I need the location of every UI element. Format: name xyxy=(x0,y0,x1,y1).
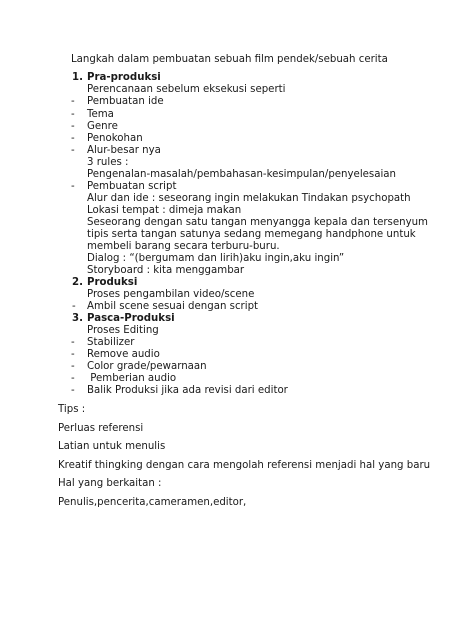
bullet-marker: - xyxy=(71,361,75,372)
list-item: Ambil scene sesuai dengan script xyxy=(87,301,259,312)
tips-item: Penulis,pencerita,cameramen,editor, xyxy=(58,497,247,508)
rules-label: 3 rules : xyxy=(87,157,129,168)
script-line: tipis serta tangan satunya sedang memegang handphone untuk xyxy=(87,229,416,240)
list-item: Stabilizer xyxy=(87,337,135,348)
section-1-number: 1. xyxy=(72,72,83,83)
script-line: membeli barang secara terburu-buru. xyxy=(87,241,280,252)
bullet-marker: - xyxy=(72,301,76,312)
bullet-marker: - xyxy=(71,337,75,348)
bullet-marker: - xyxy=(71,133,75,144)
list-item: Pembuatan ide xyxy=(87,96,164,107)
tips-item: Hal yang berkaitan : xyxy=(58,478,162,489)
section-2-number: 2. xyxy=(72,277,83,288)
bullet-marker: - xyxy=(71,145,75,156)
script-line: Lokasi tempat : dimeja makan xyxy=(87,205,242,216)
section-3-number: 3. xyxy=(72,313,83,324)
rules-text: Pengenalan-masalah/pembahasan-kesimpulan/penyelesaian xyxy=(87,169,396,180)
script-bullet: Pembuatan script xyxy=(87,181,177,192)
list-item: Remove audio xyxy=(87,349,160,360)
section-2-heading: Produksi xyxy=(87,277,138,288)
bullet-marker: - xyxy=(71,96,75,107)
bullet-marker: - xyxy=(71,373,75,384)
section-1-heading: Pra-produksi xyxy=(87,72,161,83)
list-item: Tema xyxy=(87,109,114,120)
script-line: Alur dan ide : seseorang ingin melakukan Tindakan psychopath xyxy=(87,193,411,204)
script-line: Storyboard : kita menggambar xyxy=(87,265,245,276)
document-title: Langkah dalam pembuatan sebuah film pendek/sebuah cerita xyxy=(71,54,388,65)
list-item: Penokohan xyxy=(87,133,143,144)
tips-label: Tips : xyxy=(58,404,86,415)
list-item: Color grade/pewarnaan xyxy=(87,361,207,372)
list-item: Pemberian audio xyxy=(87,373,177,384)
bullet-marker: - xyxy=(71,109,75,120)
list-item: Balik Produksi jika ada revisi dari editor xyxy=(87,385,288,396)
section-1-intro: Perencanaan sebelum eksekusi seperti xyxy=(87,84,286,95)
bullet-marker: - xyxy=(71,385,75,396)
section-2-intro: Proses pengambilan video/scene xyxy=(87,289,255,300)
tips-item: Latian untuk menulis xyxy=(58,441,166,452)
section-3-heading: Pasca-Produksi xyxy=(87,313,175,324)
bullet-marker: - xyxy=(71,181,75,192)
script-line: Seseorang dengan satu tangan menyangga kepala dan tersenyum xyxy=(87,217,428,228)
bullet-marker: - xyxy=(71,349,75,360)
list-item: Genre xyxy=(87,121,118,132)
tips-item: Kreatif thingking dengan cara mengolah referensi menjadi hal yang baru xyxy=(58,460,431,471)
list-item: Alur-besar nya xyxy=(87,145,161,156)
section-3-intro: Proses Editing xyxy=(87,325,159,336)
bullet-marker: - xyxy=(71,121,75,132)
script-line: Dialog : “(bergumam dan lirih)aku ingin,aku ingin” xyxy=(87,253,345,264)
tips-item: Perluas referensi xyxy=(58,423,144,434)
